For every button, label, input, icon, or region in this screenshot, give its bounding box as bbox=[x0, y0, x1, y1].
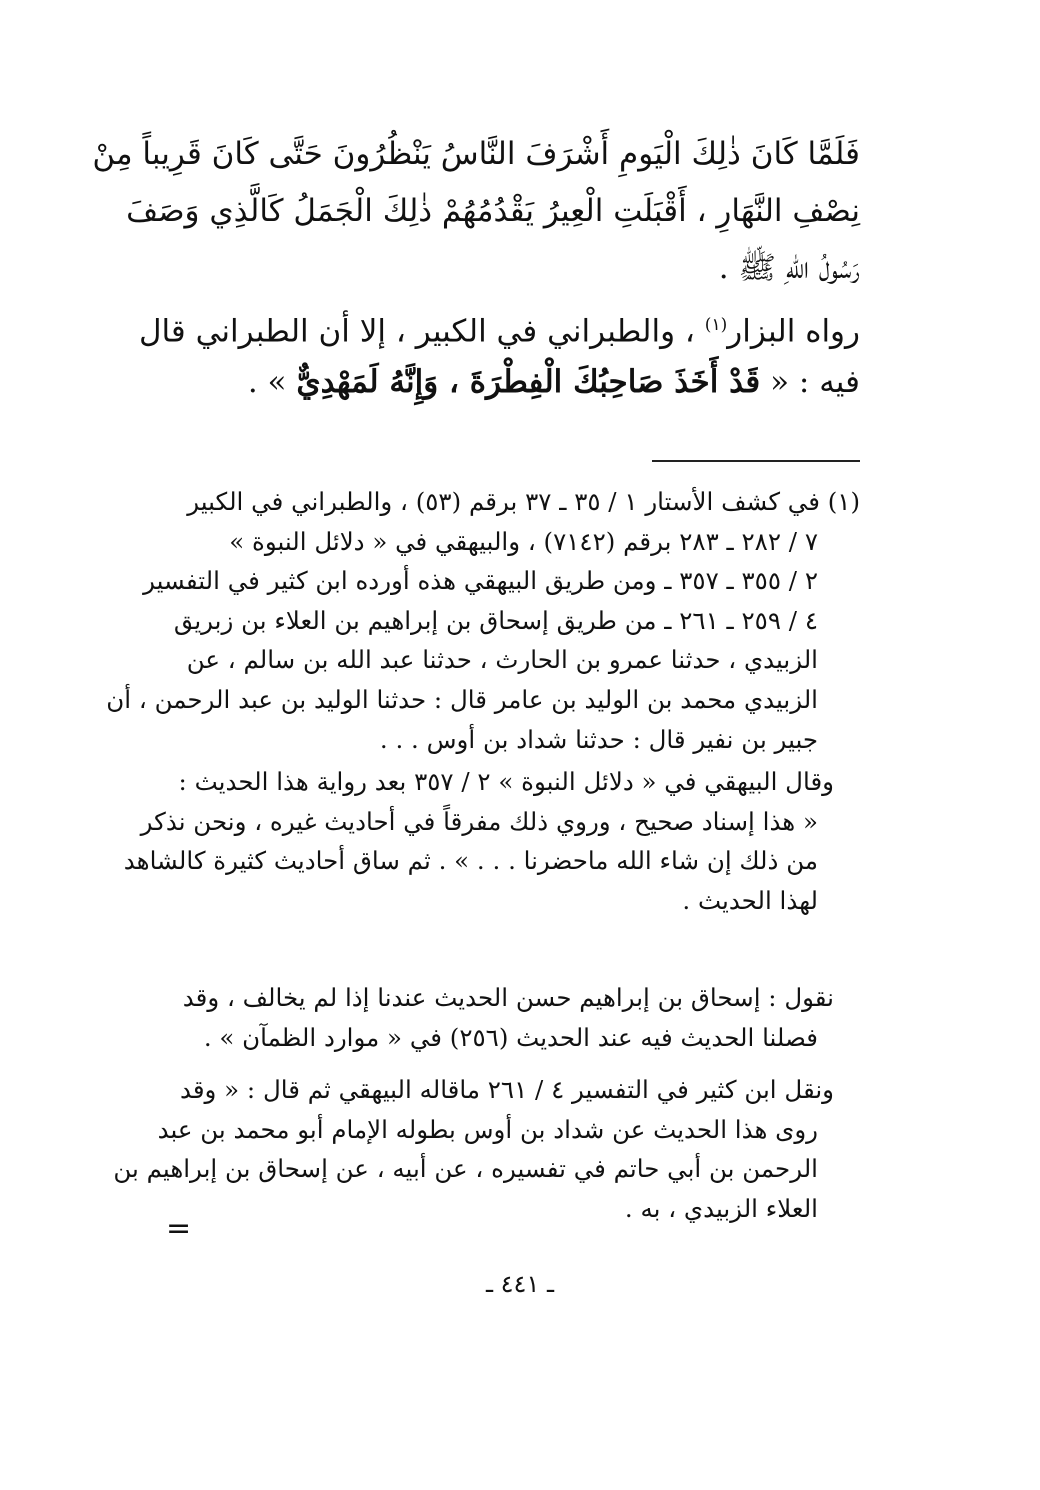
main-line-3: رَسُولُ اللهِ ﷺ . bbox=[718, 250, 860, 286]
fn1-p2-line-1: وقال البيهقي في « دلائل النبوة » ٢ / ٣٥٧ بعد رواية هذا الحديث : bbox=[178, 767, 834, 796]
footnote-1-para-3 bbox=[180, 978, 860, 1057]
fn1-line-7: جبير بن نفير قال : حدثنا شداد بن أوس . . . bbox=[379, 724, 818, 754]
fn1-p4-line-2: روى هذا الحديث عن شداد بن أوس بطوله الإمام أبو محمد بن عبد bbox=[157, 1114, 818, 1144]
page-number: ـ ٤٤١ ـ bbox=[485, 1270, 554, 1298]
fn1-p4-line-4: العلاء الزبيدي ، به . bbox=[624, 1193, 818, 1223]
fn1-p4-line-3: الرحمن بن أبي حاتم في تفسيره ، عن أبيه ، عن إسحاق بن إبراهيم بن bbox=[113, 1154, 818, 1184]
para2-quote: قَدْ أَخَذَ صَاحِبُكَ الْفِطْرَةَ ، وَإِنَّهُ لَمَهْدِيٌّ bbox=[296, 364, 761, 400]
para2-quote-prefix: فيه : « bbox=[760, 364, 860, 400]
footnote-separator bbox=[652, 460, 860, 462]
fn1-line-1: (١) في كشف الأستار ١ / ٣٥ ـ ٣٧ برقم (٥٣) ، والطبراني في الكبير bbox=[187, 487, 860, 516]
fn1-p3-line-1: نقول : إسحاق بن إبراهيم حسن الحديث عندنا إذا لم يخالف ، وقد bbox=[182, 983, 834, 1012]
footnote-ref: (١) bbox=[704, 315, 728, 335]
para2-line-2 bbox=[180, 354, 860, 411]
para2-quote-suffix: » . bbox=[247, 364, 297, 400]
para2-text-after-ref: ، والطبراني في الكبير ، إلا أن الطبراني قال bbox=[138, 313, 705, 350]
main-line-1: فَلَمَّا كَانَ ذٰلِكَ الْيَومِ أَشْرَفَ النَّاسُ يَنْظُرُونَ حَتَّى كَانَ قَرِيباً مِنْ bbox=[92, 136, 860, 172]
footnote-1 bbox=[106, 482, 860, 759]
fn1-p3-line-2: فصلنا الحديث فيه عند الحديث (٢٥٦) في « موارد الظمآن » . bbox=[203, 1022, 818, 1052]
fn1-line-5: الزبيدي ، حدثنا عمرو بن الحارث ، حدثنا عبد الله بن سالم ، عن bbox=[186, 645, 818, 675]
main-text bbox=[92, 126, 860, 297]
fn1-p4-line-1: ونقل ابن كثير في التفسير ٤ / ٢٦١ ماقاله البيهقي ثم قال : « وقد bbox=[179, 1075, 834, 1104]
fn1-p2-line-4: لهذا الحديث . bbox=[682, 885, 818, 915]
continuation-mark: = bbox=[166, 1211, 192, 1246]
para2-text-before-ref: رواه البزار bbox=[727, 313, 860, 350]
fn1-p2-line-2: « هذا إسناد صحيح ، وروي ذلك مفرقاً في أحاديث غيره ، ونحن نذكر bbox=[140, 806, 818, 836]
fn1-line-4: ٤ / ٢٥٩ ـ ٢٦١ ـ من طريق إسحاق بن إبراهيم بن العلاء بن زبريق bbox=[173, 605, 818, 635]
main-paragraph-2 bbox=[138, 297, 860, 411]
para2-line-1 bbox=[138, 297, 860, 354]
fn1-line-2: ٧ / ٢٨٢ ـ ٢٨٣ برقم (٧١٤٢) ، والبيهقي في « دلائل النبوة » bbox=[229, 526, 818, 556]
fn1-p2-line-3: من ذلك إن شاء الله ماحضرنا . . . » . ثم ساق أحاديث كثيرة كالشاهد bbox=[123, 846, 818, 876]
fn1-line-6: الزبيدي محمد بن الوليد بن عامر قال : حدثنا الوليد بن عبد الرحمن ، أن bbox=[106, 684, 818, 714]
footnote-1-para-4 bbox=[113, 1070, 860, 1228]
footnote-1-para-2 bbox=[123, 762, 860, 920]
main-line-2: نِصْفِ النَّهَارِ ، أَقْبَلَتِ الْعِيرُ يَقْدُمُهُمْ ذٰلِكَ الْجَمَلُ كَالَّذِي وَصَفَ bbox=[126, 193, 860, 229]
fn1-line-3: ٢ / ٣٥٥ ـ ٣٥٧ ـ ومن طريق البيهقي هذه أورده ابن كثير في التفسير bbox=[143, 566, 818, 596]
